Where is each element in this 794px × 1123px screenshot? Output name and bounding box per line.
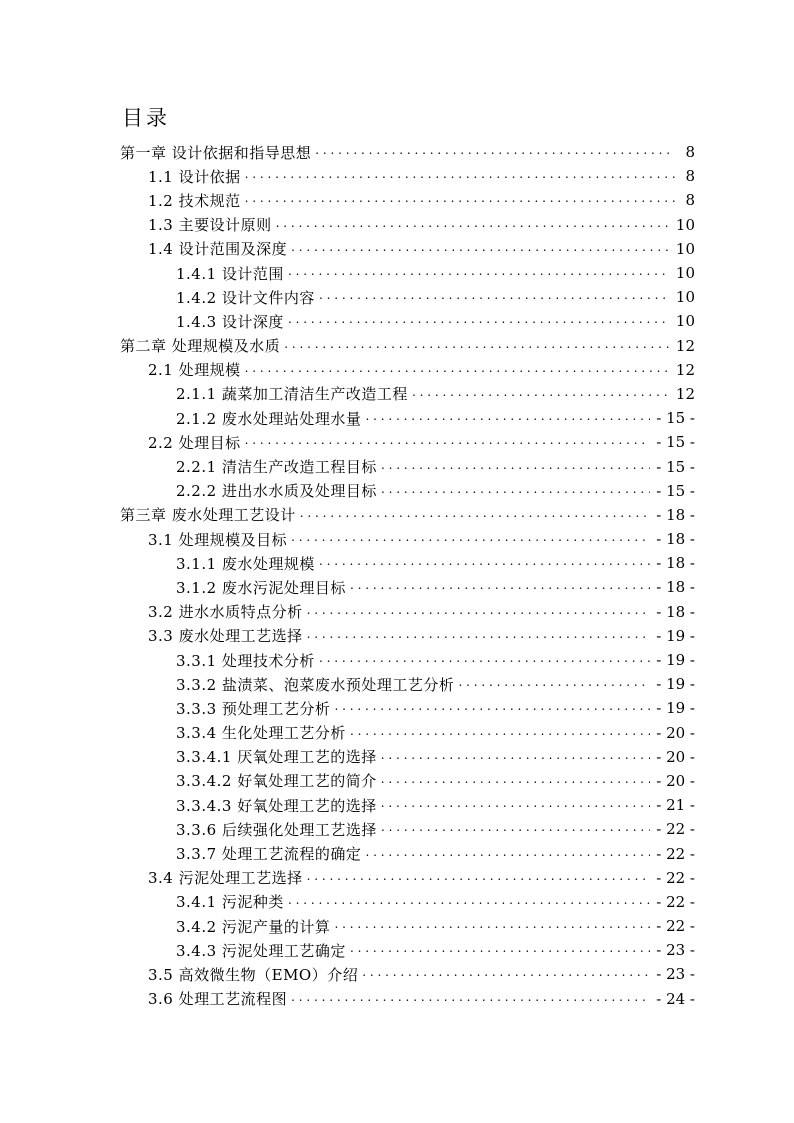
toc-entry-title: 1.4.3 设计深度 [176, 312, 284, 331]
toc-entry[interactable] [120, 866, 695, 890]
toc-entry-title: 1.1 设计依据 [148, 167, 241, 186]
toc-entry[interactable] [120, 479, 695, 503]
dot-leader [365, 409, 650, 427]
toc-entry-page-number: - 22 - [656, 820, 695, 839]
toc-entry-title: 3.4.2 污泥产量的计算 [176, 917, 331, 936]
dot-leader [315, 143, 675, 161]
toc-entry[interactable] [120, 648, 695, 672]
dot-leader [381, 772, 650, 790]
dot-leader [381, 796, 650, 814]
toc-entry-title: 3.3.6 后续强化处理工艺选择 [176, 820, 377, 839]
toc-entry-page-number: 10 [675, 288, 695, 307]
dot-leader [319, 651, 650, 669]
dot-leader [381, 820, 650, 838]
toc-entry-title: 3.3.3 预处理工艺分析 [176, 699, 331, 718]
dot-leader [381, 482, 650, 500]
toc-entry[interactable] [120, 987, 695, 1011]
toc-entry[interactable] [120, 454, 695, 478]
dot-leader [300, 506, 650, 524]
toc-entry-page-number: - 18 - [656, 578, 695, 597]
dot-leader [291, 240, 670, 258]
toc-entry-page-number: - 22 - [656, 868, 695, 887]
dot-leader [307, 603, 651, 621]
toc-entry-title: 3.4.3 污泥处理工艺确定 [176, 941, 346, 960]
toc-entry-title: 1.4.1 设计范围 [176, 264, 284, 283]
dot-leader [288, 312, 670, 330]
toc-entry[interactable] [120, 817, 695, 841]
toc-entry-page-number: - 23 - [656, 941, 695, 960]
toc-entry[interactable] [120, 309, 695, 333]
dot-leader [412, 385, 670, 403]
toc-entry-title: 3.4.1 污泥种类 [176, 893, 284, 912]
toc-entry-page-number: - 18 - [656, 530, 695, 549]
toc-entry[interactable] [120, 382, 695, 406]
toc-entry[interactable] [120, 430, 695, 454]
toc-entry[interactable] [120, 721, 695, 745]
dot-leader [319, 288, 670, 306]
toc-entry-page-number: 10 [675, 239, 695, 258]
toc-entry[interactable] [120, 406, 695, 430]
toc-entry-page-number: - 20 - [656, 723, 695, 742]
toc-entry-title: 3.6 处理工艺流程图 [148, 990, 288, 1009]
dot-leader [307, 627, 651, 645]
dot-leader [245, 433, 651, 451]
toc-entry[interactable] [120, 962, 695, 986]
toc-entry-title: 3.1 处理规模及目标 [148, 530, 288, 549]
toc-entry-page-number: - 21 - [656, 796, 695, 815]
toc-entry[interactable] [120, 600, 695, 624]
dot-leader [334, 917, 650, 935]
toc-entry[interactable] [120, 140, 695, 164]
toc-entry[interactable] [120, 237, 695, 261]
toc-entry-page-number: - 19 - [656, 651, 695, 670]
dot-leader [350, 724, 650, 742]
toc-entry[interactable] [120, 213, 695, 237]
toc-entry-page-number: - 15 - [656, 481, 695, 500]
toc-entry-page-number: - 18 - [656, 505, 695, 524]
dot-leader [319, 554, 650, 572]
toc-entry-title: 2.1.1 蔬菜加工清洁生产改造工程 [176, 385, 408, 404]
toc-entry[interactable] [120, 188, 695, 212]
toc-entry[interactable] [120, 358, 695, 382]
toc-entry-title: 3.3 废水处理工艺选择 [148, 627, 303, 646]
toc-entry-title: 3.3.4.3 好氧处理工艺的选择 [176, 796, 377, 815]
dot-leader [245, 167, 675, 185]
toc-entry-page-number: - 15 - [656, 433, 695, 452]
toc-entry[interactable] [120, 527, 695, 551]
dot-leader [307, 869, 651, 887]
toc-entry-page-number: - 19 - [656, 626, 695, 645]
toc-entry[interactable] [120, 334, 695, 358]
toc-entry[interactable] [120, 696, 695, 720]
toc-entry-page-number: - 19 - [656, 675, 695, 694]
toc-entry-title: 3.1.1 废水处理规模 [176, 554, 315, 573]
toc-entry[interactable] [120, 261, 695, 285]
toc-entry[interactable] [120, 769, 695, 793]
dot-leader [334, 699, 650, 717]
toc-entry[interactable] [120, 285, 695, 309]
toc-entry[interactable] [120, 551, 695, 575]
toc-entry-title: 2.2.1 清洁生产改造工程目标 [176, 458, 377, 477]
toc-entry[interactable] [120, 745, 695, 769]
toc-entry-title: 3.2 进水水质特点分析 [148, 603, 303, 622]
dot-leader [381, 748, 650, 766]
toc-entry-title: 3.3.4 生化处理工艺分析 [176, 724, 346, 743]
toc-entry-page-number: 12 [675, 336, 695, 355]
dot-leader [291, 530, 650, 548]
toc-entry-title: 2.1.2 废水处理站处理水量 [176, 409, 362, 428]
toc-entry-title: 1.4.2 设计文件内容 [176, 288, 315, 307]
toc-entry[interactable] [120, 914, 695, 938]
toc-entry[interactable] [120, 164, 695, 188]
toc-entry-title: 第三章 废水处理工艺设计 [120, 506, 296, 525]
toc-entry[interactable] [120, 841, 695, 865]
toc-entry-page-number: - 19 - [656, 699, 695, 718]
dot-leader [288, 264, 670, 282]
toc-title: 目录 [122, 106, 170, 130]
toc-entry-title: 3.1.2 废水污泥处理目标 [176, 578, 346, 597]
toc-entry-title: 1.4 设计范围及深度 [148, 240, 288, 259]
dot-leader [350, 941, 650, 959]
dot-leader [288, 893, 650, 911]
dot-leader [362, 965, 650, 983]
toc-entry-page-number: 8 [685, 191, 695, 210]
toc-entry-page-number: 8 [685, 167, 695, 186]
dot-leader [365, 845, 650, 863]
toc-entry-title: 3.3.4.1 厌氧处理工艺的选择 [176, 748, 377, 767]
toc-entry[interactable] [120, 793, 695, 817]
toc-entry-page-number: - 20 - [656, 771, 695, 790]
toc-entry-page-number: - 18 - [656, 602, 695, 621]
toc-entry-title: 第二章 处理规模及水质 [120, 337, 281, 356]
toc-entry[interactable] [120, 624, 695, 648]
dot-leader [245, 361, 670, 379]
dot-leader [284, 337, 670, 355]
toc-entry-title: 第一章 设计依据和指导思想 [120, 143, 312, 162]
dot-leader [276, 216, 670, 234]
toc-entry[interactable] [120, 503, 695, 527]
dot-leader [458, 675, 650, 693]
toc-entry-title: 1.3 主要设计原则 [148, 216, 272, 235]
toc-entry-page-number: 10 [675, 264, 695, 283]
toc-entry[interactable] [120, 672, 695, 696]
toc-entry-title: 3.3.4.2 好氧处理工艺的简介 [176, 772, 377, 791]
toc-entry-page-number: 10 [675, 312, 695, 331]
table-of-contents [120, 140, 695, 1011]
toc-entry[interactable] [120, 938, 695, 962]
toc-entry-title: 2.1 处理规模 [148, 361, 241, 380]
dot-leader [245, 191, 675, 209]
toc-entry-page-number: - 23 - [656, 965, 695, 984]
toc-entry-title: 2.2.2 进出水水质及处理目标 [176, 482, 377, 501]
toc-entry-page-number: - 22 - [656, 844, 695, 863]
dot-leader [381, 458, 650, 476]
toc-entry-page-number: - 22 - [656, 917, 695, 936]
toc-entry-title: 3.4 污泥处理工艺选择 [148, 869, 303, 888]
toc-entry-title: 2.2 处理目标 [148, 433, 241, 452]
toc-entry-title: 3.3.1 处理技术分析 [176, 651, 315, 670]
toc-entry-page-number: - 22 - [656, 892, 695, 911]
toc-entry-page-number: 12 [675, 360, 695, 379]
toc-entry-title: 3.5 高效微生物（EMO）介绍 [148, 965, 359, 984]
dot-leader [291, 990, 650, 1008]
toc-entry-page-number: 8 [685, 143, 695, 162]
toc-entry-title: 3.3.2 盐渍菜、泡菜废水预处理工艺分析 [176, 675, 455, 694]
toc-entry[interactable] [120, 575, 695, 599]
toc-entry-page-number: - 18 - [656, 554, 695, 573]
toc-entry-title: 3.3.7 处理工艺流程的确定 [176, 845, 362, 864]
toc-entry-page-number: - 15 - [656, 409, 695, 428]
toc-entry-page-number: 12 [675, 384, 695, 403]
toc-entry-page-number: 10 [675, 215, 695, 234]
toc-entry[interactable] [120, 890, 695, 914]
toc-entry-page-number: - 20 - [656, 747, 695, 766]
toc-entry-page-number: - 15 - [656, 457, 695, 476]
toc-entry-page-number: - 24 - [656, 989, 695, 1008]
dot-leader [350, 578, 650, 596]
toc-entry-title: 1.2 技术规范 [148, 191, 241, 210]
